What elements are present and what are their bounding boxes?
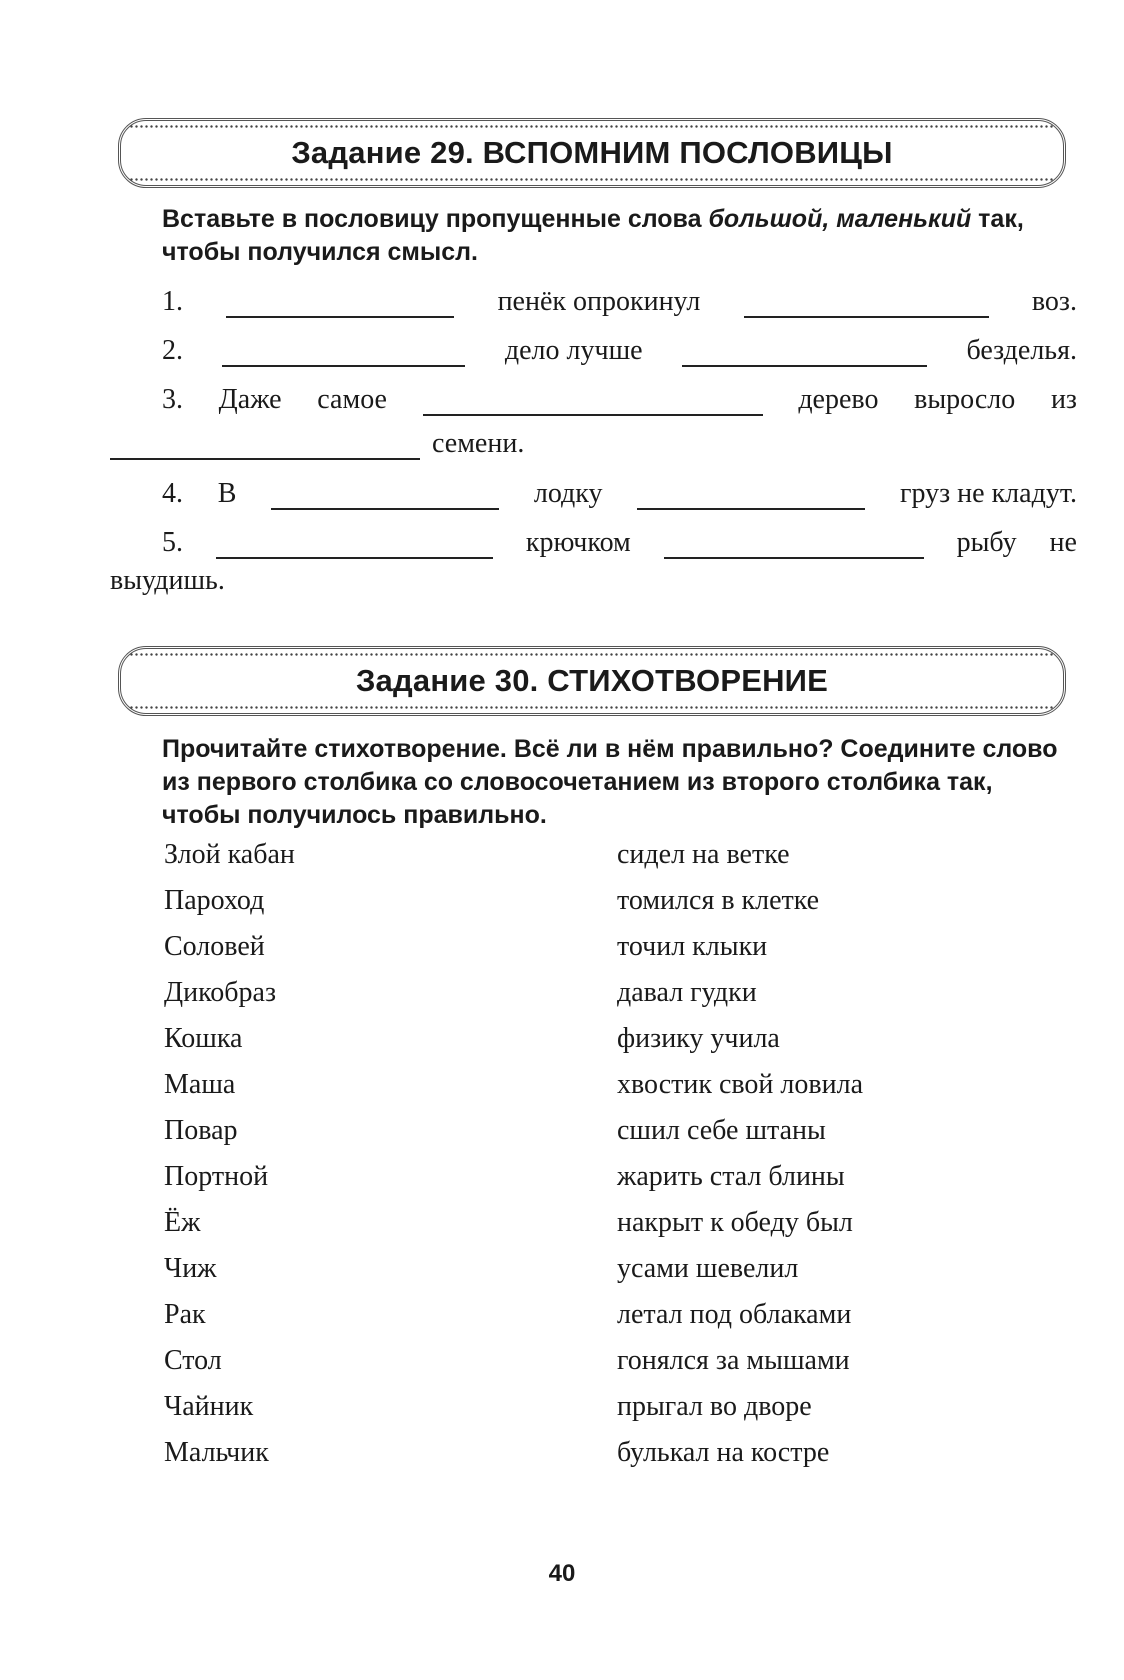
left-item[interactable]: Кошка — [164, 1023, 243, 1054]
blank-field[interactable] — [222, 337, 465, 367]
left-column — [164, 832, 295, 1476]
right-column — [617, 832, 863, 1476]
left-item[interactable]: Портной — [164, 1161, 269, 1192]
task30-title: Задание 30. СТИХОТВОРЕНИЕ — [355, 663, 829, 698]
left-item[interactable]: Чайник — [164, 1391, 254, 1422]
task30-instruction: Прочитайте стихотворение. Всё ли в нём правильно? Соедините слово из первого столбика со словосочетанием из второго столбика так, чтобы получилось правильно. — [162, 735, 1058, 829]
blank-field[interactable] — [423, 386, 763, 416]
task29-instruction: Вставьте в пословицу пропущенные слова большой, маленький так, чтобы получился смысл. — [162, 205, 1024, 266]
right-item[interactable]: летал под облаками — [617, 1299, 852, 1330]
task30-banner — [118, 646, 1066, 716]
blank-field[interactable] — [744, 288, 989, 318]
right-item[interactable]: сидел на ветке — [617, 839, 790, 870]
right-item[interactable]: хвостик свой ловила — [617, 1069, 863, 1100]
proverb-4: 4. В лодку груз не кладут. — [162, 478, 1077, 509]
proverb-5-continuation: выудишь. — [110, 565, 225, 596]
blank-field[interactable] — [637, 480, 865, 510]
proverb-5: 5. крючком рыбу не — [162, 527, 1077, 558]
task29-banner — [118, 118, 1066, 188]
left-item[interactable]: Стол — [164, 1345, 222, 1376]
task29-title: Задание 29. ВСПОМНИМ ПОСЛОВИЦЫ — [291, 135, 893, 170]
proverb-3-continuation: семени. — [110, 420, 524, 460]
proverb-1: 1. пенёк опрокинул воз. — [162, 286, 1077, 317]
left-item[interactable]: Дикобраз — [164, 977, 276, 1008]
right-item[interactable]: сшил себе штаны — [617, 1115, 826, 1146]
blank-field[interactable] — [226, 288, 454, 318]
left-item[interactable]: Повар — [164, 1115, 238, 1146]
right-item[interactable]: томился в клетке — [617, 885, 820, 916]
right-item[interactable]: гонялся за мышами — [617, 1345, 850, 1376]
right-item[interactable]: точил клыки — [617, 931, 768, 962]
left-item[interactable]: Пароход — [164, 885, 265, 916]
left-item[interactable]: Рак — [164, 1299, 206, 1330]
blank-field[interactable] — [216, 529, 493, 559]
left-item[interactable]: Маша — [164, 1069, 236, 1100]
right-item[interactable]: жарить стал блины — [617, 1161, 845, 1192]
right-item[interactable]: физику учила — [617, 1023, 780, 1054]
proverb-3: 3. Даже самое дерево выросло из — [162, 384, 1077, 415]
left-item[interactable]: Ёж — [164, 1207, 201, 1238]
right-item[interactable]: давал гудки — [617, 977, 757, 1008]
blank-field[interactable] — [271, 480, 499, 510]
page-number: 40 — [548, 1560, 576, 1587]
right-item[interactable]: булькал на костре — [617, 1437, 830, 1468]
right-item[interactable]: накрыт к обеду был — [617, 1207, 853, 1238]
left-item[interactable]: Соловей — [164, 931, 265, 962]
blank-field[interactable] — [682, 337, 927, 367]
blank-field[interactable] — [664, 529, 924, 559]
left-item[interactable]: Мальчик — [164, 1437, 269, 1468]
right-item[interactable]: усами шевелил — [617, 1253, 799, 1284]
right-item[interactable]: прыгал во дворе — [617, 1391, 812, 1422]
left-item[interactable]: Злой кабан — [164, 839, 295, 870]
task29-instruction-words: большой, маленький — [708, 205, 972, 233]
blank-field[interactable] — [110, 430, 420, 460]
left-item[interactable]: Чиж — [164, 1253, 217, 1284]
proverb-2: 2. дело лучше безделья. — [162, 335, 1077, 366]
